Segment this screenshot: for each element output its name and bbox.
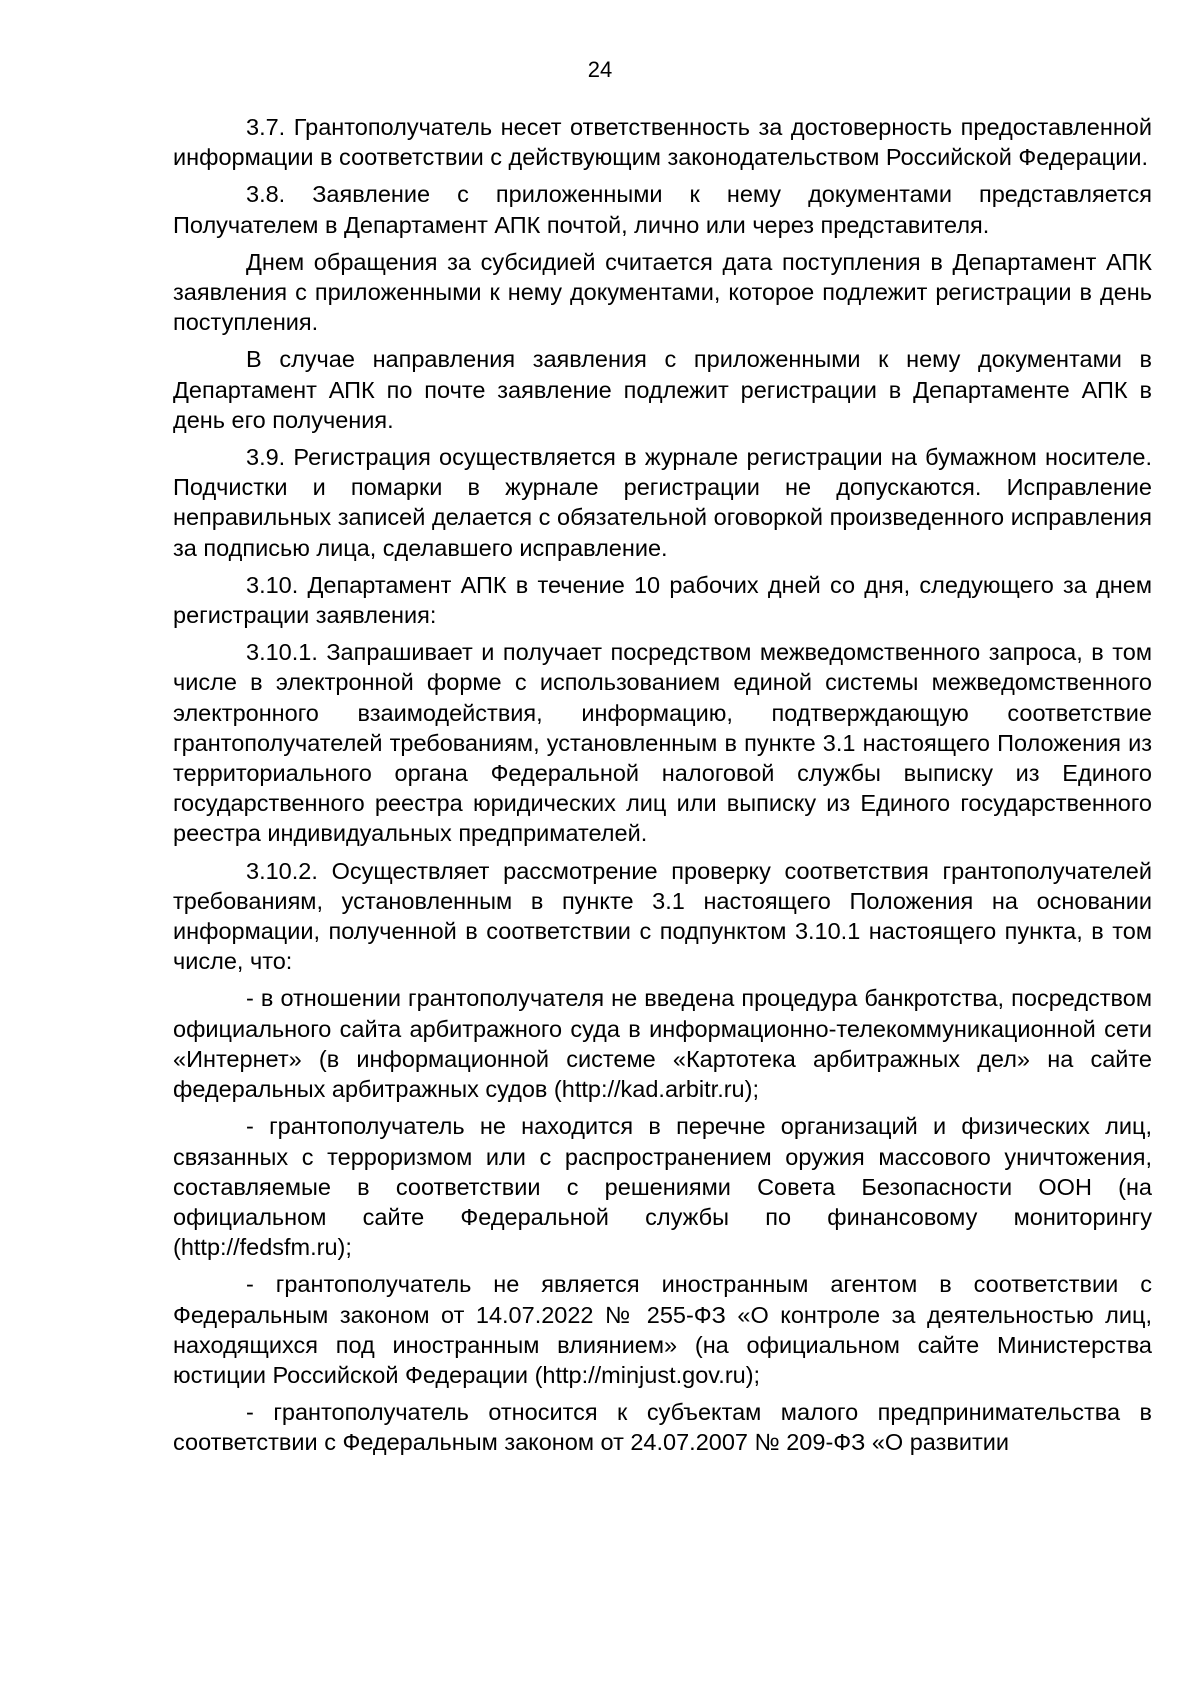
paragraph-3-8: 3.8. Заявление с приложенными к нему документами представляется Получателем в Департамент АПК почтой, лично или через представителя.	[173, 181, 1152, 238]
paragraph-3-10: 3.10. Департамент АПК в течение 10 рабочих дней со дня, следующего за днем регистрации заявления:	[173, 571, 1152, 629]
paragraph-3-9: 3.9. Регистрация осуществляется в журнале регистрации на бумажном носителе. Подчистки и помарки в журнале регистрации не допускаются. Исправление неправильных записей делается с обязательной оговоркой произведенного исправления за подписью лица, сделавшего исправление.	[173, 444, 1152, 561]
list-item-foreign-agent: - грантополучатель не является иностранным агентом в соответствии с Федеральным законом от 14.07.2022 № 255-ФЗ «О контроле за деятельностью лиц, находящихся под иностранным влиянием» (на официальном сайте Министерства юстиции Российской Федерации (http://minjust.gov.ru);	[173, 1271, 1152, 1388]
document-body	[173, 112, 1152, 1465]
paragraph-postal-submission: В случае направления заявления с приложенными к нему документами в Департамент АПК по почте заявление подлежит регистрации в Департаменте АПК в день его получения.	[173, 346, 1152, 433]
list-item-small-business: - грантополучатель относится к субъектам малого предпринимательства в соответствии с Федеральным законом от 24.07.2007 № 209-ФЗ «О развитии	[173, 1399, 1152, 1456]
paragraph-3-10-2: 3.10.2. Осуществляет рассмотрение проверку соответствия грантополучателей требованиям, установленным в пункте 3.1 настоящего Положения на основании информации, полученной в соответствии с подпунктом 3.10.1 настоящего пункта, в том числе, что:	[173, 857, 1152, 975]
paragraph-application-date: Днем обращения за субсидией считается дата поступления в Департамент АПК заявления с приложенными к нему документами, которое подлежит регистрации в день поступления.	[173, 248, 1152, 336]
page-number: 24	[587, 57, 613, 82]
list-item-terrorism-list: - грантополучатель не находится в перечне организаций и физических лиц, связанных с терроризмом или с распространением оружия массового уничтожения, составляемые в соответствии с решениями Совета Безопасности ООН (на официальном сайте Федеральной службы по финансовому мониторингу (http://fedsfm.ru);	[173, 1113, 1152, 1261]
paragraph-3-10-1: 3.10.1. Запрашивает и получает посредством межведомственного запроса, в том числе в электронной форме с использованием единой системы межведомственного электронного взаимодействия, информацию, подтверждающую соответствие грантополучателей требованиям, установленным в пункте 3.1 настоящего Положения из территориального органа Федеральной налоговой службы выписку из Единого государственного реестра юридических лиц или выписку из Единого государственного реестра индивидуальных предпримателей.	[173, 639, 1152, 847]
list-item-bankruptcy: - в отношении грантополучателя не введена процедура банкротства, посредством официального сайта арбитражного суда в информационно-телекоммуникационной сети «Интернет» (в информационной системе «Картотека арбитражных дел» на сайте федеральных арбитражных судов (http://kad.arbitr.ru);	[173, 985, 1152, 1103]
paragraph-3-7: 3.7. Грантополучатель несет ответственность за достоверность предоставленной информации в соответствии с действующим законодательством Российской Федерации.	[173, 114, 1152, 171]
